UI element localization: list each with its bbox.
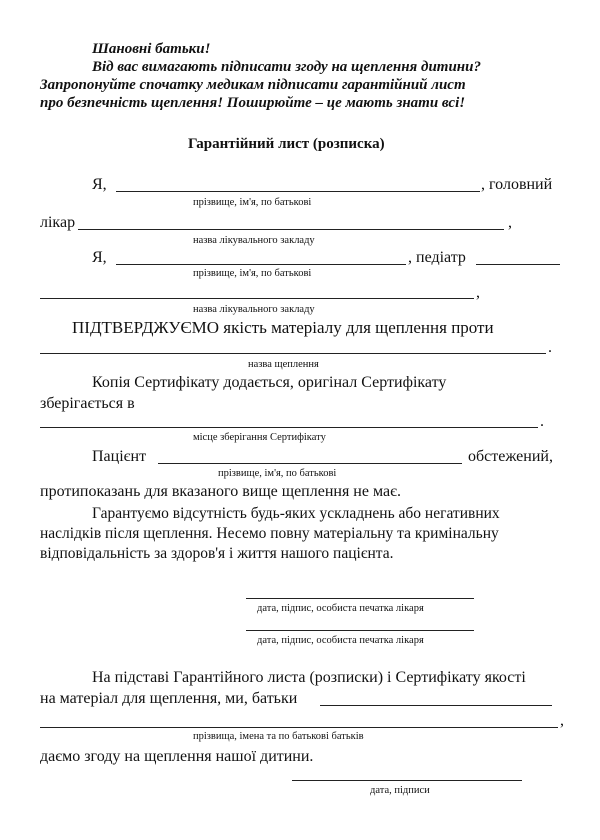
- caption-sign-2: дата, підпис, особиста печатка лікаря: [257, 635, 424, 646]
- intro-greeting: Шановні батьки!: [92, 41, 211, 57]
- caption-sign-1: дата, підпис, особиста печатка лікаря: [257, 603, 424, 614]
- vaccine-name-line[interactable]: [40, 353, 546, 354]
- caption-patient: прізвище, ім'я, по батькові: [218, 468, 337, 479]
- doctor-signature-line-2[interactable]: [246, 630, 474, 631]
- head-doctor-name-line[interactable]: [116, 191, 480, 192]
- storage-line[interactable]: [40, 427, 538, 428]
- intro-question: Від вас вимагають підписати згоду на щеплення дитини?: [92, 59, 481, 75]
- caption-storage: місце зберігання Сертифікату: [193, 432, 326, 443]
- caption-name-1: прізвище, ім'я, по батькові: [193, 197, 312, 208]
- intro-call: про безпечність щеплення! Поширюйте – це мають знати всі!: [40, 95, 466, 111]
- caption-facility-1: назва лікувального закладу: [193, 235, 315, 246]
- intro-suggestion: Запропонуйте спочатку медикам підписати гарантійний лист: [40, 77, 466, 93]
- pediatrician-name-line[interactable]: [116, 264, 406, 265]
- comma-3: ,: [560, 712, 564, 729]
- guarantee-text-1: Гарантуємо відсутність будь-яких ускладнень або негативних: [92, 505, 500, 522]
- caption-date-sign: дата, підписи: [370, 785, 430, 796]
- facility-line-2[interactable]: [40, 298, 474, 299]
- parents-name-line-2[interactable]: [40, 727, 558, 728]
- dot-1: .: [548, 339, 552, 356]
- comma-1: ,: [508, 214, 512, 231]
- basis-text-1: На підставі Гарантійного листа (розписки) і Сертифікату якості: [92, 669, 526, 686]
- doctor-signature-line-1[interactable]: [246, 598, 474, 599]
- patient-name-line[interactable]: [158, 463, 462, 464]
- patient-label: Пацієнт: [92, 448, 147, 465]
- guarantee-text-2: наслідків після щеплення. Несемо повну матеріальну та кримінальну: [40, 525, 499, 542]
- comma-2: ,: [476, 284, 480, 301]
- caption-vaccine: назва щеплення: [248, 359, 319, 370]
- parents-name-line-1[interactable]: [320, 705, 552, 706]
- caption-parents: прізвища, імена та по батькові батьків: [193, 731, 364, 742]
- letter-title: Гарантійний лист (розписка): [188, 136, 385, 152]
- copy-text-1: Копія Сертифікату додається, оригінал Сертифікату: [92, 374, 447, 391]
- caption-name-2: прізвище, ім'я, по батькові: [193, 268, 312, 279]
- caption-facility-2: назва лікувального закладу: [193, 304, 315, 315]
- confirm-text: ПІДТВЕРДЖУЄМО якість матеріалу для щеплення проти: [72, 318, 494, 337]
- consent-text: даємо згоду на щеплення нашої дитини.: [40, 748, 314, 765]
- facility-line-1[interactable]: [78, 229, 504, 230]
- ya-label-2: Я,: [92, 249, 107, 266]
- copy-text-2: зберігається в: [40, 395, 135, 412]
- parents-signature-line[interactable]: [292, 780, 522, 781]
- examined-label: обстежений,: [468, 448, 553, 465]
- dot-2: .: [540, 413, 544, 430]
- guarantee-text-3: відповідальність за здоров'я і життя нашого пацієнта.: [40, 545, 394, 562]
- ya-label-1: Я,: [92, 176, 107, 193]
- head-doctor-label: , головний: [481, 176, 553, 193]
- basis-text-2: на матеріал для щеплення, ми, батьки: [40, 690, 298, 707]
- likar-label: лікар: [40, 214, 76, 231]
- pediatrician-extra-line[interactable]: [476, 264, 560, 265]
- no-contra-text: протипоказань для вказаного вище щеплення не має.: [40, 483, 401, 500]
- pediatrician-label: , педіатр: [408, 249, 466, 266]
